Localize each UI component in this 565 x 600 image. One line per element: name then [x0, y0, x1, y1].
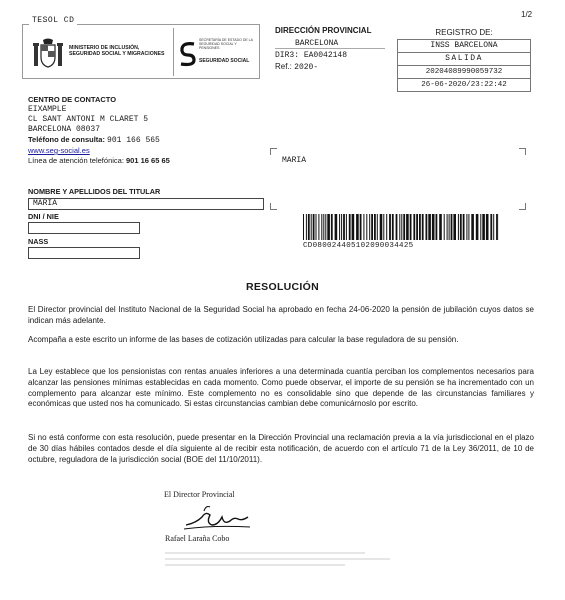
barcode-bar — [447, 214, 448, 240]
barcode-bar — [422, 214, 424, 240]
spain-coat-of-arms-icon — [31, 37, 65, 71]
barcode-bar — [468, 214, 469, 240]
barcode-bar — [374, 214, 376, 240]
window-corner — [270, 203, 277, 210]
barcode-bar — [331, 214, 333, 240]
registro-office: INSS BARCELONA — [397, 39, 531, 53]
logo-divider — [173, 28, 174, 76]
registro-number: 20204089990059732 — [397, 65, 531, 79]
paragraph-complemento: La Ley establece que los pensionistas con rentas anuales inferiores a una determinada cuantía perciban los complementos necesarios para alcanzar las pensiones mínimas establecidas en cada momento. Como puede observar, el importe de su pensión se ha incrementado con un complemento para alcanzar este mínimo. Este complemento no es consolidable sino que depende de las circunstancias familiares y económicas que usted nos ha comunicado. Si estas circunstancias cambian debe comunicárnoslo por escrito. — [28, 367, 534, 409]
barcode-bar — [458, 214, 459, 240]
registro-type: SALIDA — [397, 52, 531, 66]
seguridad-social-logo-icon — [179, 41, 197, 67]
barcode-bar — [486, 214, 489, 240]
dni-label: DNI / NIE — [28, 212, 59, 221]
centro-contacto — [28, 95, 170, 166]
phone-label: Teléfono de consulta: — [28, 135, 105, 144]
handwritten-signature-icon — [182, 503, 254, 533]
barcode-bar — [496, 214, 498, 240]
barcode-bar — [471, 214, 474, 240]
nass-label: NASS — [28, 237, 49, 246]
barcode-bar — [428, 214, 431, 240]
faded-bleed-through — [165, 552, 395, 570]
registro-label: REGISTRO DE: — [435, 28, 493, 37]
ref-label: Ref.: — [275, 62, 292, 71]
barcode-bar — [339, 214, 340, 240]
barcode-bar — [341, 214, 342, 240]
department-code: TESOL CD — [29, 16, 77, 25]
registro-box — [397, 28, 531, 91]
barcode-bar — [493, 214, 494, 240]
barcode-bar — [313, 214, 315, 240]
barcode-bar — [410, 214, 412, 240]
barcode-bar — [432, 214, 435, 240]
barcode-bar — [321, 214, 322, 240]
direccion-city: BARCELONA — [275, 39, 385, 49]
barcode-bar — [363, 214, 364, 240]
barcode-bar — [377, 214, 378, 240]
paragraph-reclamacion: Si no está conforme con esta resolución, puede presentar en la Dirección Provincial una reclamación previa a la vía jurisdiccional en el plazo de 30 días hábiles contados desde el día siguiente al de recibir esta notificación, de acuerdo con el artículo 71 de la Ley 36/2011, de 10 de octubre, reguladora de la jurisdicción social (BOE del 11/10/2011). — [28, 433, 534, 464]
barcode-bar — [325, 214, 326, 240]
dni-field — [28, 222, 140, 234]
barcode-bar — [396, 214, 398, 240]
recipient-window — [270, 148, 526, 210]
barcode-bar — [480, 214, 481, 240]
barcode-bar — [482, 214, 485, 240]
barcode-bar — [352, 214, 355, 240]
barcode-bar — [389, 214, 391, 240]
barcode-bar — [453, 214, 456, 240]
window-corner — [519, 203, 526, 210]
hotline-label: Línea de atención telefónica: — [28, 156, 124, 165]
barcode-bar — [366, 214, 367, 240]
barcode-bar — [380, 214, 383, 240]
barcode-bar — [413, 214, 415, 240]
web-link[interactable]: www.seg-social.es — [28, 146, 90, 155]
nass-field — [28, 247, 140, 259]
contacto-hotline — [28, 156, 170, 166]
barcode-bar — [463, 214, 465, 240]
barcode-bar — [371, 214, 373, 240]
barcode-bar — [349, 214, 351, 240]
barcode-bar — [476, 214, 479, 240]
barcode-bar — [369, 214, 370, 240]
barcode-bar — [386, 214, 387, 240]
signature-name: Rafael Laraña Cobo — [165, 534, 230, 543]
signature-title: El Director Provincial — [164, 490, 235, 499]
window-corner — [519, 148, 526, 155]
direccion-provincial — [275, 26, 385, 72]
barcode-bar — [308, 214, 310, 240]
ss-name: SEGURIDAD SOCIAL — [199, 58, 250, 64]
ministry-name: MINISTERIO DE INCLUSIÓN, SEGURIDAD SOCIAL Y MIGRACIONES — [69, 45, 165, 57]
dir3-value: EA0042148 — [303, 51, 348, 60]
recipient-name: MARIA — [282, 156, 307, 165]
barcode-bar — [356, 214, 359, 240]
barcode-bar — [406, 214, 409, 240]
ref-value: 2020- — [294, 63, 319, 72]
barcode-bar — [311, 214, 312, 240]
barcode-bar — [460, 214, 462, 240]
direccion-title: DIRECCIÓN PROVINCIAL — [275, 26, 372, 35]
ss-secretaria-text: SECRETARÍA DE ESTADO DE LA SEGURIDAD SOCIAL Y PENSIONES — [199, 38, 253, 50]
titular-name-label: NOMBRE Y APELLIDOS DEL TITULAR — [28, 187, 161, 196]
page-number: 1/2 — [521, 10, 533, 19]
barcode — [303, 214, 499, 240]
barcode-bar — [419, 214, 421, 240]
barcode-bar — [451, 214, 453, 240]
barcode-bar — [327, 214, 330, 240]
barcode-bar — [426, 214, 428, 240]
barcode-bar — [403, 214, 405, 240]
paragraph-aprobacion: El Director provincial del Instituto Nacional de la Seguridad Social ha aprobado en fecha 24-06-2020 la pensión de jubilación cuyos datos se indican más adelante. — [28, 305, 534, 325]
barcode-bar — [490, 214, 492, 240]
barcode-bar — [316, 214, 317, 240]
registro-datetime: 26-06-2020/23:22:42 — [397, 78, 531, 92]
dir3-line — [275, 51, 385, 60]
contacto-line2: CL SANT ANTONI M CLARET 5 — [28, 115, 149, 124]
barcode-bar — [439, 214, 442, 240]
barcode-bar — [401, 214, 402, 240]
phone-value: 901 166 565 — [107, 136, 160, 145]
contacto-title: CENTRO DE CONTACTO — [28, 95, 117, 104]
barcode-bar — [383, 214, 384, 240]
barcode-bar — [343, 214, 345, 240]
contacto-line3: BARCELONA 08037 — [28, 125, 101, 134]
contacto-phone — [28, 135, 170, 146]
resolucion-title: RESOLUCIÓN — [245, 281, 319, 293]
barcode-bar — [323, 214, 324, 240]
barcode-bar — [318, 214, 319, 240]
dir3-label: DIR3: — [275, 51, 300, 60]
window-corner — [270, 148, 277, 155]
barcode-bar — [466, 214, 467, 240]
barcode-bar — [444, 214, 445, 240]
ref-line — [275, 62, 385, 72]
barcode-bar — [449, 214, 450, 240]
titular-name-field: MARIA — [28, 198, 264, 210]
barcode-bar — [303, 214, 304, 240]
header-logos — [22, 16, 260, 79]
barcode-bar — [416, 214, 418, 240]
barcode-bar — [436, 214, 438, 240]
barcode-bar — [399, 214, 400, 240]
contacto-line1: EIXAMPLE — [28, 105, 67, 114]
hotline-value: 901 16 65 65 — [126, 156, 170, 165]
barcode-bar — [360, 214, 362, 240]
barcode-bar — [346, 214, 347, 240]
paragraph-bases-cotizacion: Acompaña a este escrito un informe de las bases de cotización utilizadas para calcular la base reguladora de su pensión. — [28, 335, 459, 344]
barcode-number: CD080024405102090034425 — [303, 242, 414, 250]
barcode-bar — [392, 214, 394, 240]
barcode-bar — [335, 214, 338, 240]
barcode-bar — [306, 214, 307, 240]
